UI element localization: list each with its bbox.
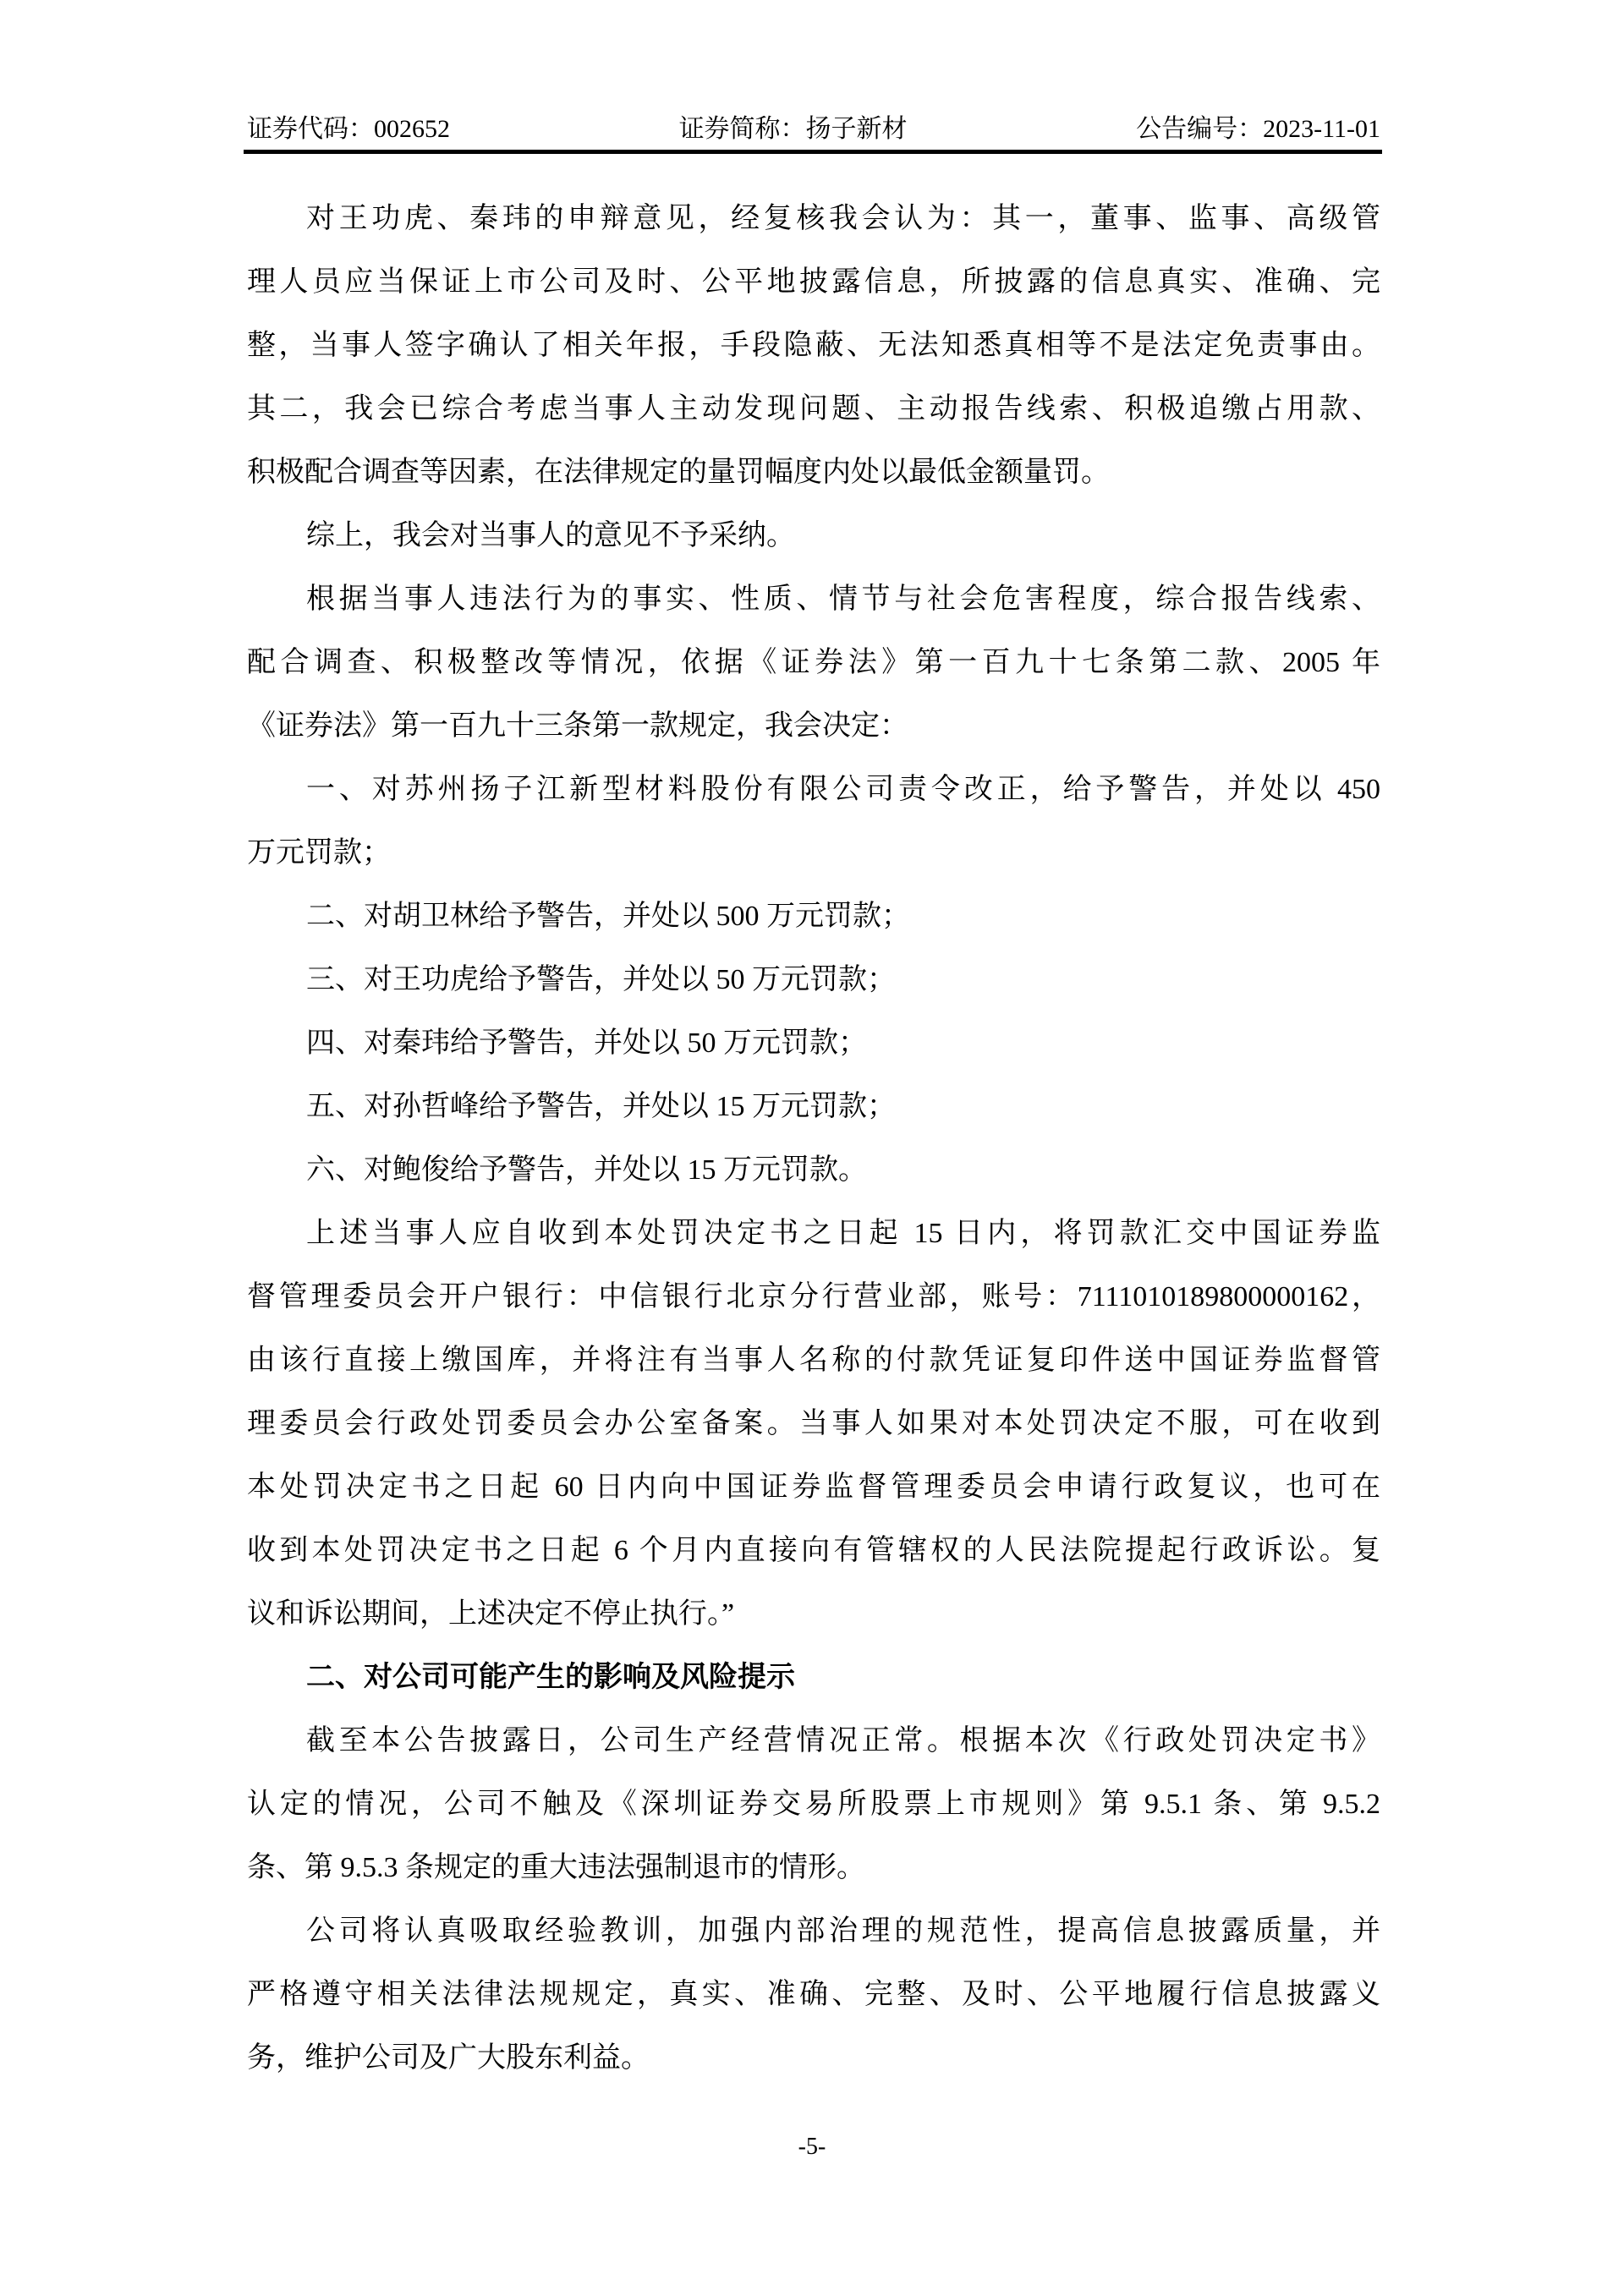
body-line: 本处罚决定书之日起 60 日内向中国证券监督管理委员会申请行政复议，也可在 [247,1471,1380,1503]
body-line: 督管理委员会开户银行：中信银行北京分行营业部，账号：7111010189800000162， [247,1281,1380,1312]
body-line: 条、第 9.5.3 条规定的重大违法强制退市的情形。 [247,1852,865,1883]
section-heading: 二、对公司可能产生的影响及风险提示 [306,1661,795,1693]
announcement-number: 公告编号：2023-11-01 [1136,115,1380,143]
body-line: 配合调查、积极整改等情况，依据《证券法》第一百九十七条第二款、2005 年 [247,647,1380,678]
header-divider [244,150,1382,154]
body-line: 六、对鲍俊给予警告，并处以 15 万元罚款。 [306,1154,867,1186]
document-header [247,112,1380,146]
body-line: 整，当事人签字确认了相关年报，手段隐蔽、无法知悉真相等不是法定免责事由。 [247,330,1380,361]
stock-code: 证券代码：002652 [247,115,450,143]
body-line: 根据当事人违法行为的事实、性质、情节与社会危害程度，综合报告线索、 [306,584,1380,615]
body-line: 《证券法》第一百九十三条第一款规定，我会决定： [247,710,908,742]
body-line: 认定的情况，公司不触及《深圳证券交易所股票上市规则》第 9.5.1 条、第 9.5.2 [247,1789,1380,1820]
body-line: 五、对孙哲峰给予警告，并处以 15 万元罚款； [306,1091,896,1122]
body-line: 综上，我会对当事人的意见不予采纳。 [306,520,795,551]
body-line: 万元罚款； [247,837,391,869]
body-line: 理人员应当保证上市公司及时、公平地披露信息，所披露的信息真实、准确、完 [247,266,1380,298]
body-line: 公司将认真吸取经验教训，加强内部治理的规范性，提高信息披露质量，并 [306,1915,1380,1947]
body-line: 其二，我会已综合考虑当事人主动发现问题、主动报告线索、积极追缴占用款、 [247,393,1380,425]
body-line: 上述当事人应自收到本处罚决定书之日起 15 日内，将罚款汇交中国证券监 [306,1218,1380,1249]
body-line: 收到本处罚决定书之日起 6 个月内直接向有管辖权的人民法院提起行政诉讼。复 [247,1535,1380,1566]
body-line: 由该行直接上缴国库，并将注有当事人名称的付款凭证复印件送中国证券监督管 [247,1345,1380,1376]
body-line: 积极配合调查等因素，在法律规定的量罚幅度内处以最低金额量罚。 [247,457,1110,488]
body-line: 四、对秦玮给予警告，并处以 50 万元罚款； [306,1027,867,1059]
body-line: 二、对胡卫林给予警告，并处以 500 万元罚款； [306,901,910,932]
body-line: 务，维护公司及广大股东利益。 [247,2042,650,2074]
body-line: 理委员会行政处罚委员会办公室备案。当事人如果对本处罚决定不服，可在收到 [247,1408,1380,1439]
body-line: 严格遵守相关法律法规规定，真实、准确、完整、及时、公平地履行信息披露义 [247,1979,1380,2010]
body-line: 三、对王功虎给予警告，并处以 50 万元罚款； [306,964,896,995]
body-line: 议和诉讼期间，上述决定不停止执行。” [247,1598,735,1630]
stock-name: 证券简称：扬子新材 [678,115,908,143]
document-body [247,187,1380,2090]
body-line: 对王功虎、秦玮的申辩意见，经复核我会认为：其一，董事、监事、高级管 [306,203,1380,234]
page-number: -5- [798,2134,826,2160]
body-line: 截至本公告披露日，公司生产经营情况正常。根据本次《行政处罚决定书》 [306,1725,1380,1756]
body-line: 一、对苏州扬子江新型材料股份有限公司责令改正，给予警告，并处以 450 [306,774,1380,805]
